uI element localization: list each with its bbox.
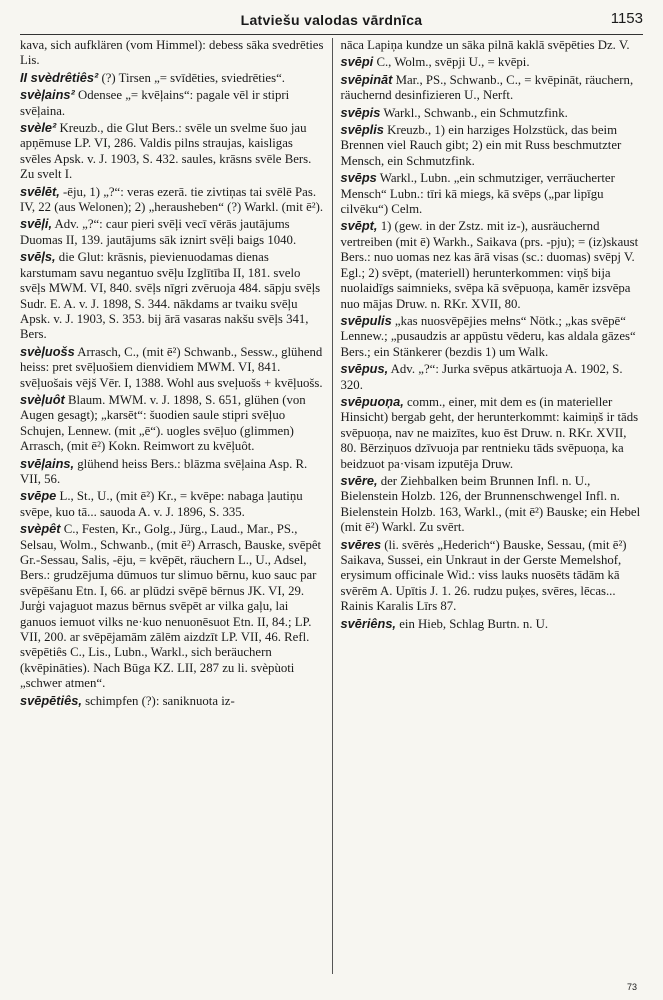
entry-headword: svèļuôt [20,391,65,407]
entry-text: der Ziehbalken beim Brunnen Infl. n. U., Bielenstein Holzb. 126, der Brunnenschwengel Infl. n. Bielenstein Holzb. 163, Warkl., (mit ē²) Bauske; ein Hebel (mit ē²) Warkl. Zu svērt. [340,473,641,535]
entry-text: Adv. „?“: caur pieri svēļi vecī vērās jautājums Duomas II, 139. jautājums sāk iznirt svēļi baigs 1040. [20,217,297,247]
dictionary-entry [341,394,644,472]
entry-text: nāca Lapiņa kundze un sāka pilnā kaklā svēpēties Dz. V. [340,38,630,52]
entry-text: ein Hieb, Schlag Burtn. n. U. [399,616,549,631]
entry-text: C., Festen, Kr., Golg., Jürg., Laud., Mar., PS., Selsau, Wolm., Schwanb., (mit ē²) Arrasch, Bauske, svēpêt Gr.-Sessau, Salis, -ēju, = kvēpēt, räuchern L., U., Adsel, Bers.: grudzējuma dūmuos tur slimuo bērnu, kuo sauc par svēpēšanu Etn. I, 66. ar plūdzi svēpē bērnus JK. VI, 29. Jurģi vajaguot mazus bērnus svēpēt ar vilka gaļu, lai ganuos iemuot vilks ne·kuo nenuonēsuot Etn. II, 84.; LP. VII, 200. ar svēpējamām zālēm aizdzīt LP. VII, 46. Refl. svēpētiês C., Lis., Lubn., Warkl., sich beräuchern (kvēpināties). Nach Būga KZ. LII, 287 zu li. svèpùoti „schwer atmen“. [20,522,322,691]
entry-headword: svēre, [340,472,378,488]
dictionary-entry [20,120,324,183]
entry-headword: svèpêt [20,521,61,537]
entry-text: -ēju, 1) „?“: veras ezerā. tie zivtiņas tai svēlē Pas. IV, 22 (aus Welonen); 2) „herausheben“ (?) Warkl. (mit ē²). [20,184,324,215]
entry-headword: svēres [340,536,382,552]
entry-text: Warkl., Lubn. „ein schmutziger, verräucherter Mensch“ Lubn.: tīri kā miegs, kā svēps („par lipīgu cilvēku“) Celm. [340,171,615,217]
entry-headword: svèļains² [20,87,75,103]
entry-headword: svēriêns, [340,615,396,631]
entry-headword: svēpus, [340,361,389,377]
entry-text: Adv. „?“: Jurka svēpus atkārtuoja A. 1902, S. 320. [340,362,623,392]
entry-text: L., St., U., (mit ē²) Kr., = kvēpe: nabaga ļautiņu svēpe, kuo tā... sauoda A. v. J. 1896, S. 335. [20,489,303,519]
dictionary-entry [341,473,644,536]
dictionary-entry [341,313,644,360]
entry-text: Mar., PS., Schwanb., C., = kvēpināt, räuchern, räuchernd desinfizieren U., Nerft. [340,72,634,103]
entry-headword: svēļains, [20,455,75,471]
dictionary-entry [20,249,324,342]
left-column [20,38,332,974]
entry-text: Arrasch, C., (mit ē²) Schwanb., Sessw., glühend heiss: pret svēļuošiem dienvidiem MWM. VI, 841. svēļuošais vējš Vēr. I, 1388. Wohl aus sveļuošs + kvēļuošs. [20,344,323,390]
dictionary-entry [341,537,644,615]
dictionary-columns [20,38,643,974]
entry-text: (li. svērės „Hederich“) Bauske, Sessau, (mit ē²) Saikava, Sussei, ein Unkraut in der Gerste Memelshof, erysimum officinale Wid.: viss lauks nuosēts tādām kā svērēm A. Upītis J. 1. 26. rudzu puķes, svēres, lēcas... Rainis Karalis Līrs 87. [340,537,627,614]
dictionary-entry [341,72,644,104]
entry-headword: svēps [340,170,377,186]
entry-headword: svēpulis [340,312,392,328]
entry-headword: II svèdrêtiês² [20,69,99,85]
dictionary-entry [20,392,324,455]
dictionary-entry [341,122,644,169]
dictionary-entry [341,218,644,311]
dictionary-entry [341,38,644,53]
entry-text: Kreuzb., 1) ein harziges Holzstück, das beim Brennen viel Rauch gibt; 2) ein mit Russ beschmutzter Mensch, ein Schmutzfink. [340,123,622,168]
entry-text: die Glut: krāsnis, pievienuodamas dienas karstumam savu negantuo svēļu Izglītība II, 181. svelo svēļs MWM. VI, 840. svēļs nīgri zvēruoja 484. sāpju svēļs Sudr. E. A. v. J. 1898, S. 344. nākdams ar tvaiku svēļu Apsk. v. J. 1903, S. 353. bij ārā vasaras nakšu svēļs 341, Bers. [20,250,321,342]
dictionary-entry [20,521,324,691]
dictionary-entry [20,70,324,86]
dictionary-entry [20,693,324,709]
signature-mark: 73 [626,982,637,992]
entry-text: (?) Tirsen „= svīdēties, sviedrēties“. [101,70,285,85]
entry-text: C., Wolm., svēpji U., = kvēpi. [376,55,530,70]
right-column [332,38,644,974]
entry-text: Blaum. MWM. v. J. 1898, S. 651, glühen (von Augen gesagt); „karsēt“: šuodien saule stipri svēļuo Schujen, Lennew. (mit „ē“). uogles svēļuo (glimmen) Arrasch, (mit ē²) Kokn. Reimwort zu kvēļuôt. [20,392,306,454]
entry-headword: svēlēt, [20,183,60,199]
entry-text: comm., einer, mit dem es (in materieller Hinsicht) bergab geht, der herunterkommt: kaimiņš ir tāds svēpuoņa, nav ne maizītes, kuo ēst Druw. n. RKr. XVII, 80. Bērziņuos dzīvuoja par rentnieku tāds svēpuoņa, ka beidzuot pa·visam izputēja Druw. [340,394,639,471]
entry-headword: svēļi, [20,216,53,232]
entry-headword: svēplis [340,122,384,138]
entry-text: Odensee „= kvēļains“: pagale vēl ir stipri svēļaina. [20,88,290,118]
entry-headword: svèle² [20,120,57,136]
dictionary-entry [20,38,324,69]
dictionary-entry [20,216,324,248]
dictionary-entry [20,456,324,488]
entry-text: „kas nuosvēpējies mełns“ Nötk.; „kas svēpē“ Lennew.; „pusaudzis ar appūstu vēderu, kas aldala gāzes“ Bers.; ein Stänkerer (bezdis 1) um Walk. [340,313,636,359]
entry-headword: svēpis [340,104,381,120]
entry-headword: svēpt, [340,218,378,234]
entry-text: Warkl., Schwanb., ein Schmutzfink. [383,105,568,120]
page-number: 1153 [610,10,643,27]
entry-headword: svēpētiês, [20,692,82,708]
dictionary-entry [20,344,324,391]
dictionary-entry [341,361,644,393]
dictionary-entry [20,184,324,216]
dictionary-entry [20,87,324,119]
entry-text: schimpfen (?): saniknuota iz- [85,693,235,708]
dictionary-entry [341,105,644,121]
entry-headword: svēpuoņa, [340,393,404,409]
dictionary-entry [20,488,324,520]
entry-text: glühend heiss Bers.: blāzma svēļaina Asp. R. VII, 56. [20,456,308,486]
entry-text: 1) (gew. in der Zstz. mit iz-), ausräuchernd vertreiben (mit ē) Warkh., Saikava (prs. -pju); = (iz)skaust Bers.: nuo uomas nez kas ārā visas (sc.: duomas) svēpj V. Egl.; 2) svēpt, (materiell) herunterkommen: viņš bija nuolaidīgs saimnieks, svēpa kā svēpuoņa, kamēr izsvēpa nuo mājas Druw. n. RKr. XVII, 80. [340,219,639,311]
entry-headword: svèļuošs [20,343,75,359]
dictionary-entry [341,616,644,632]
page-header [20,6,643,35]
dictionary-entry [341,170,644,217]
page-title: Latviešu valodas vārdnīca [240,12,423,28]
entry-text: kava, sich aufklären (vom Himmel): debess sāka svedrēties Lis. [20,38,324,68]
entry-headword: svēpe [20,488,57,504]
entry-headword: svēpi [340,54,374,70]
entry-headword: svēļs, [20,249,56,265]
entry-text: Kreuzb., die Glut Bers.: svēle un svelme šuo jau apņēmuse LP. VI, 286. Valdis pilns straujas, kaisligas svēles Apsk. v. J. 1903, S. 432. saules, krāsns svēle Bers. Zu svelt I. [20,121,312,182]
entry-headword: svēpināt [340,71,393,87]
dictionary-entry [341,54,644,70]
